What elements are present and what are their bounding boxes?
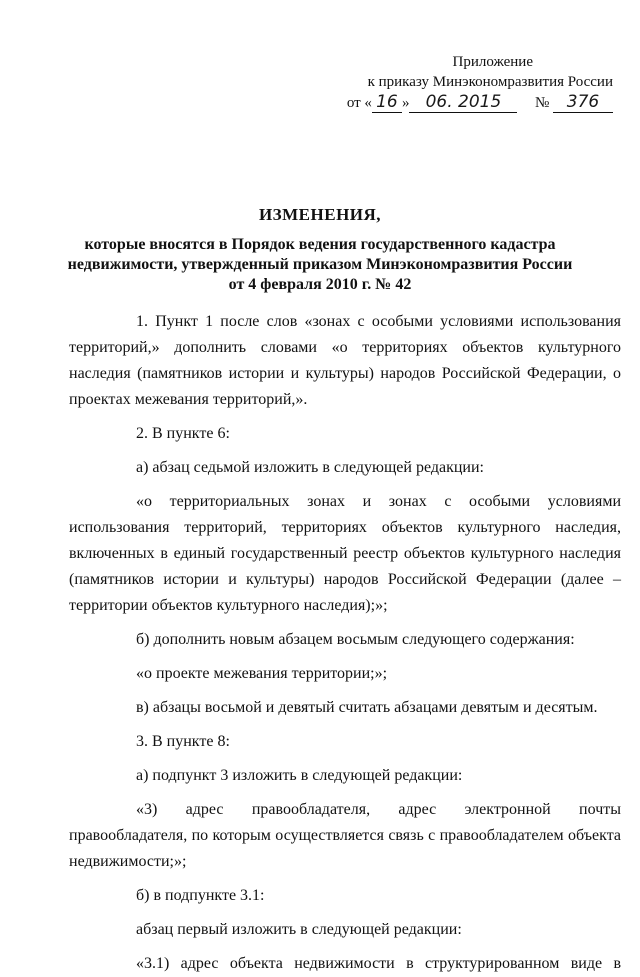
paragraph-3: а) абзац седьмой изложить в следующей редакции:: [136, 459, 484, 476]
paragraph-5: б) дополнить новым абзацем восьмым следующего содержания:: [136, 631, 575, 648]
order-number-handwritten: 376: [553, 92, 613, 113]
paragraph-7: в) абзацы восьмой и девятый считать абзацами девятым и десятым.: [136, 699, 598, 716]
paragraph-6: «о проекте межевания территории;»;: [136, 665, 388, 682]
paragraph-2: 2. В пункте 6:: [136, 425, 230, 442]
document-heading: [0, 205, 640, 295]
paragraph-8: 3. В пункте 8:: [136, 733, 230, 750]
heading-line-1: которые вносятся в Порядок ведения государственного кадастра: [84, 236, 556, 253]
heading-title: ИЗМЕНЕНИЯ,: [258, 205, 382, 224]
paragraph-13: «3.1) адрес объекта недвижимости в структурированном виде в: [136, 955, 621, 972]
paragraph-9: а) подпункт 3 изложить в следующей редакции:: [136, 767, 463, 784]
heading-line-3: от 4 февраля 2010 г. № 42: [228, 276, 412, 293]
date-day-handwritten: 16: [372, 92, 402, 113]
paragraph-12: абзац первый изложить в следующей редакции:: [136, 921, 462, 938]
appendix-title: Приложение: [452, 54, 533, 70]
paragraph-10: «3) адрес правообладателя, адрес электронной почты правообладателя, по которым осуществляется связь с правообладателем объекта недвижимости;»;: [69, 801, 621, 870]
paragraph-4: «о территориальных зонах и зонах с особыми условиями использования территорий, территориях объектов культурного наследия, включенных в единый государственный реестр объектов культурного наследия (памятников истории и культуры) народов Российской Федерации (далее – территории объектов культурного наследия);»;: [69, 493, 621, 614]
appendix-date-line: [347, 92, 613, 116]
paragraph-1: 1. Пункт 1 после слов «зонах с особыми условиями использования территорий,» дополнить словами «о территориях объектов культурного наследия (памятников истории и культуры) народов Российской Федерации, о проектах межевания территорий,».: [69, 313, 621, 408]
appendix-block: [347, 52, 613, 116]
date-month-year-handwritten: 06. 2015: [409, 92, 517, 113]
date-mid: »: [401, 95, 410, 111]
heading-line-2: недвижимости, утвержденный приказом Минэкономразвития России: [67, 256, 573, 273]
appendix-order-ref: к приказу Минэкономразвития России: [367, 74, 613, 90]
number-label: №: [534, 95, 550, 111]
date-prefix: от «: [346, 95, 372, 111]
document-body: [69, 309, 621, 977]
paragraph-11: б) в подпункте 3.1:: [136, 887, 265, 904]
